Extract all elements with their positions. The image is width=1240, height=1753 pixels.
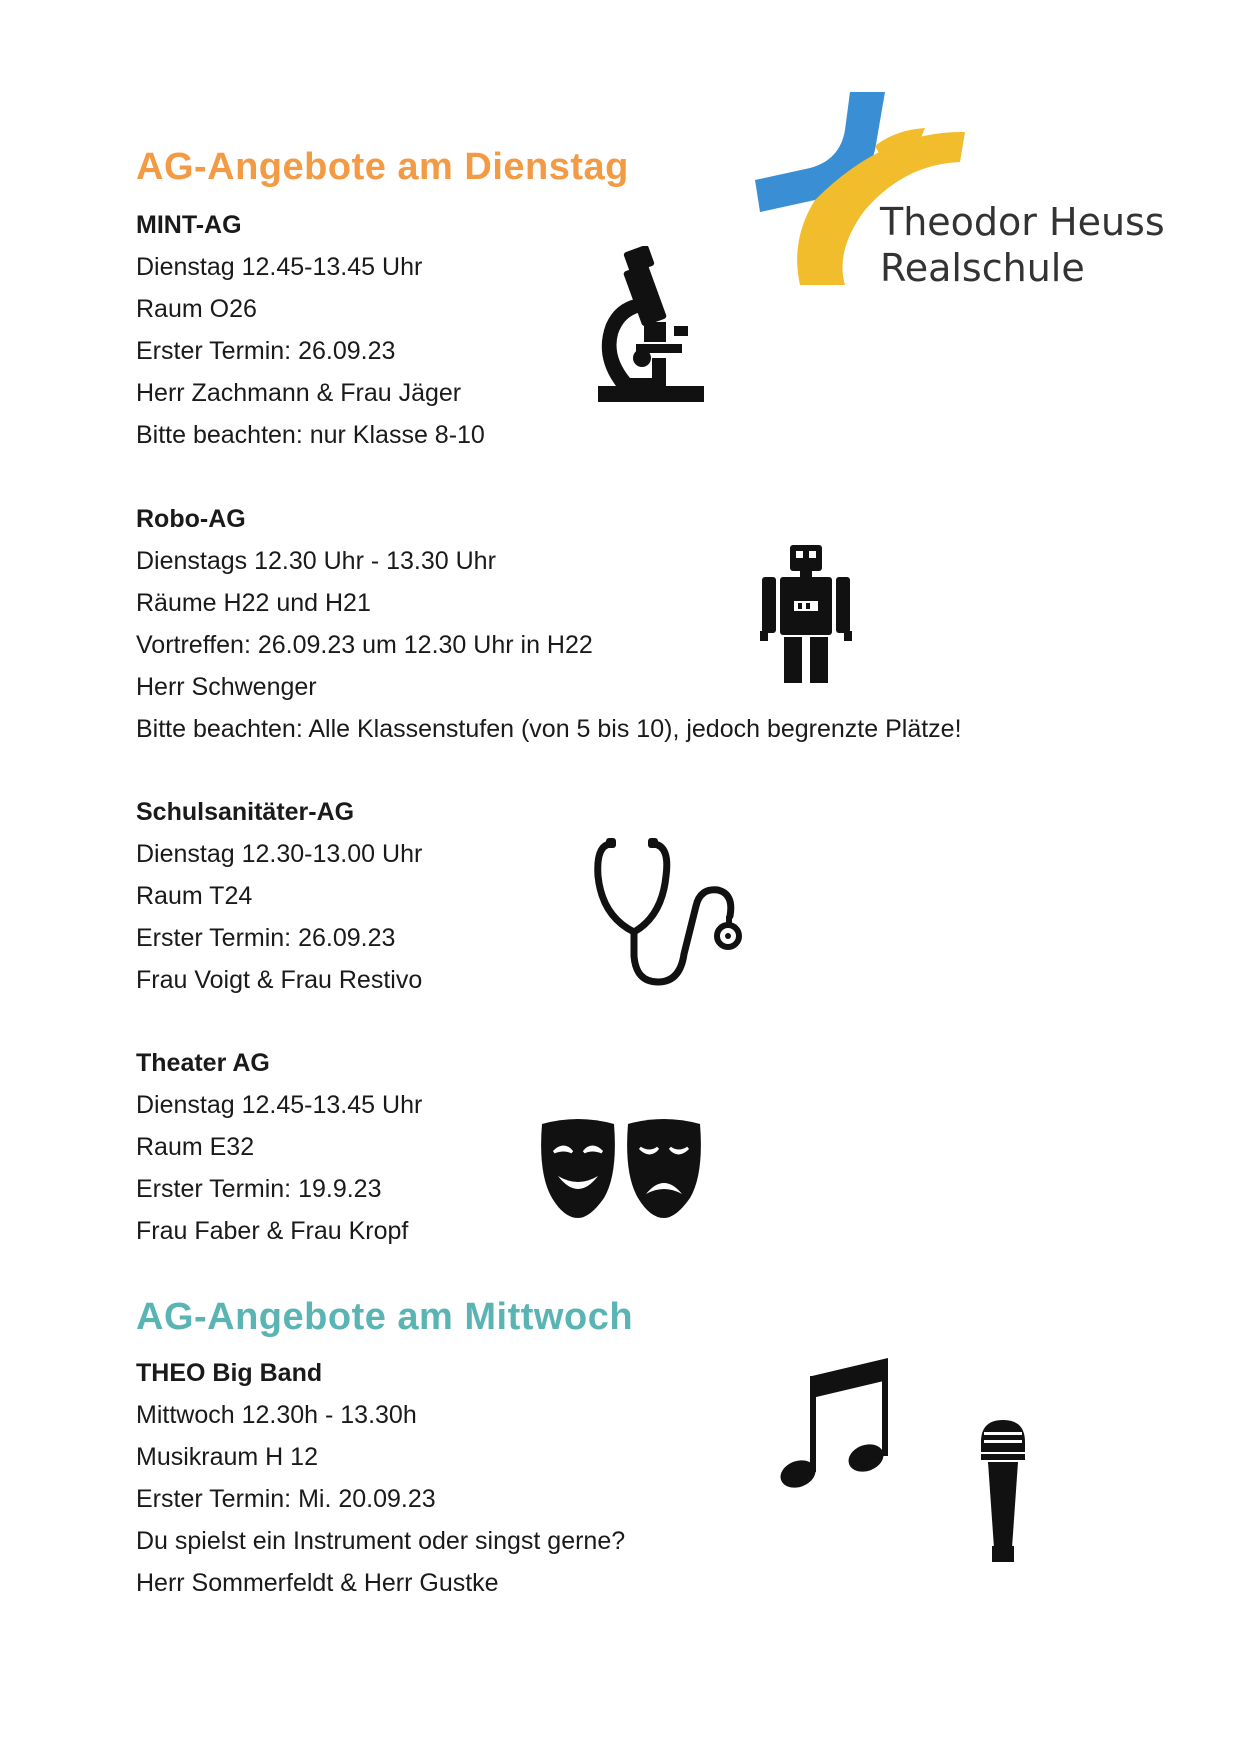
ag-first-date: Erster Termin: 26.09.23 (136, 337, 396, 365)
logo-school-name-line1: Theodor Heuss (880, 200, 1165, 244)
ag-teachers: Herr Schwenger (136, 673, 317, 701)
ag-room: Raum T24 (136, 882, 253, 910)
robot-icon (760, 545, 852, 683)
music-note-icon (776, 1356, 892, 1492)
theater-masks-icon (538, 1114, 706, 1218)
logo-school-name-line2: Realschule (880, 246, 1085, 290)
ag-title: THEO Big Band (136, 1359, 323, 1387)
ag-first-date: Vortreffen: 26.09.23 um 12.30 Uhr in H22 (136, 631, 593, 659)
ag-block-sani (136, 791, 422, 1001)
ag-time: Dienstag 12.45-13.45 Uhr (136, 253, 423, 281)
ag-room: Räume H22 und H21 (136, 589, 371, 617)
ag-teachers: Frau Faber & Frau Kropf (136, 1217, 409, 1245)
ag-block-theater (136, 1042, 422, 1252)
ag-first-date: Erster Termin: 19.9.23 (136, 1175, 382, 1203)
ag-teachers: Herr Zachmann & Frau Jäger (136, 379, 462, 407)
ag-time: Dienstag 12.30-13.00 Uhr (136, 840, 423, 868)
ag-title: Theater AG (136, 1049, 270, 1077)
microscope-icon (596, 246, 706, 404)
ag-title: MINT-AG (136, 211, 242, 239)
ag-first-date: Erster Termin: Mi. 20.09.23 (136, 1485, 436, 1513)
ag-note: Bitte beachten: Alle Klassenstufen (von 5 bis 10), jedoch begrenzte Plätze! (136, 715, 962, 743)
ag-block-mint (136, 204, 485, 456)
ag-first-date: Erster Termin: 26.09.23 (136, 924, 396, 952)
ag-time: Mittwoch 12.30h - 13.30h (136, 1401, 417, 1429)
ag-room: Musikraum H 12 (136, 1443, 318, 1471)
ag-title: Schulsanitäter-AG (136, 798, 355, 826)
ag-teachers: Herr Sommerfeldt & Herr Gustke (136, 1569, 499, 1597)
ag-note: Du spielst ein Instrument oder singst gerne? (136, 1527, 626, 1555)
ag-title: Robo-AG (136, 505, 246, 533)
ag-note: Bitte beachten: nur Klasse 8-10 (136, 421, 485, 449)
ag-block-bigband (136, 1352, 625, 1604)
heading-dienstag: AG-Angebote am Dienstag (136, 146, 629, 188)
ag-time: Dienstags 12.30 Uhr - 13.30 Uhr (136, 547, 496, 575)
heading-mittwoch: AG-Angebote am Mittwoch (136, 1296, 634, 1338)
ag-room: Raum E32 (136, 1133, 255, 1161)
ag-room: Raum O26 (136, 295, 257, 323)
microphone-icon (978, 1418, 1028, 1564)
stethoscope-icon (592, 836, 748, 988)
ag-time: Dienstag 12.45-13.45 Uhr (136, 1091, 423, 1119)
ag-teachers: Frau Voigt & Frau Restivo (136, 966, 423, 994)
